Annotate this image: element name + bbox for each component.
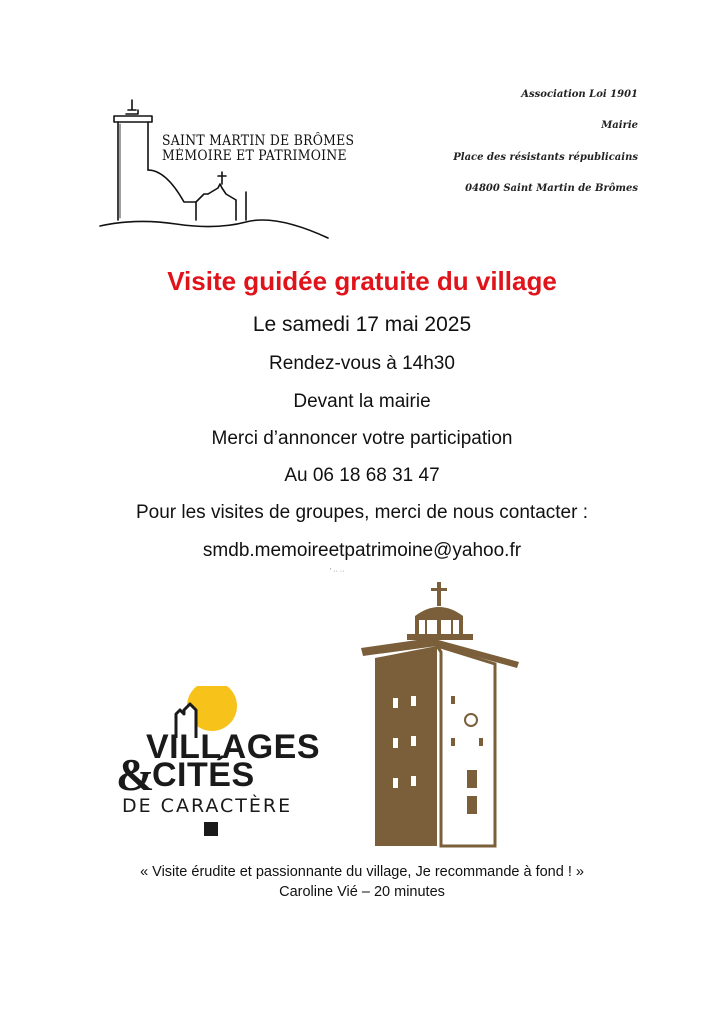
scan-artifact: ' ·· ··	[330, 568, 345, 575]
meeting-time: Rendez-vous à 14h30	[269, 353, 455, 374]
meeting-place: Devant la mairie	[293, 391, 431, 412]
rsvp-text: Merci d’annoncer votre participation	[211, 428, 513, 449]
badge-villages: VILLAGES	[146, 728, 320, 766]
address-line-3: Place des résistants républicains	[453, 152, 638, 163]
testimonial-quote: « Visite érudite et passionnante du village, Je recommande à fond ! »	[140, 864, 584, 880]
villages-cites-logo	[110, 686, 320, 838]
event-date: Le samedi 17 mai 2025	[252, 313, 472, 336]
badge-ampersand: &	[116, 749, 155, 800]
testimonial-author: Caroline Vié – 20 minutes	[279, 884, 445, 900]
address-line-1: Association Loi 1901	[521, 89, 638, 100]
event-title: Visite guidée gratuite du village	[167, 266, 557, 296]
badge-de-caractere: DE CARACTÈRE	[122, 795, 293, 817]
address-line-2: Mairie	[601, 120, 638, 131]
logo-title-line2: MÉMOIRE ET PATRIMOINE	[162, 148, 347, 164]
address-line-4: 04800 Saint Martin de Brômes	[465, 183, 638, 194]
groups-contact-text: Pour les visites de groupes, merci de nous contacter :	[135, 502, 588, 523]
badge-cites: CITÉS	[152, 756, 255, 794]
contact-email[interactable]: smdb.memoireetpatrimoine@yahoo.fr	[202, 540, 522, 561]
badge-square	[204, 822, 218, 836]
tower-illustration	[355, 580, 525, 848]
logo-title-line1: SAINT MARTIN DE BRÔMES	[162, 133, 355, 149]
association-logo-drawing	[96, 92, 336, 242]
phone-number: Au 06 18 68 31 47	[284, 465, 440, 486]
